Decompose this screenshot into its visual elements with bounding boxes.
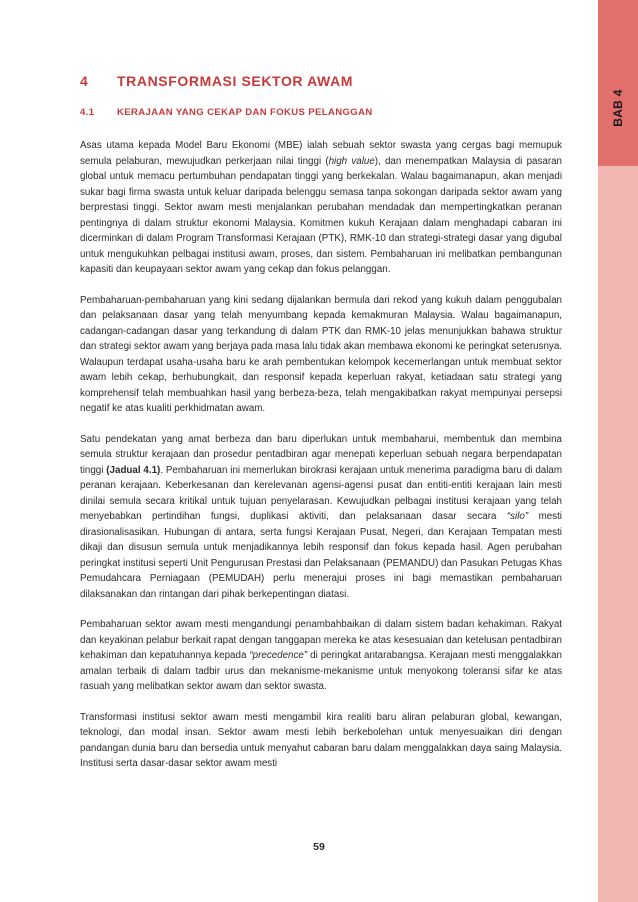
text-run: Pembaharuan sektor awam mesti mengandungi penambahbaikan di dalam sistem badan kehakiman. Rakyat dan keyakinan pelabur berkait rapat dengan tanggapan mereka ke atas kesesuaian dan ketelusan pentadbiran kehakiman dan kepatuhannya kepada [80, 619, 562, 661]
italic-text: “silo” [506, 511, 529, 522]
text-run: di peringkat antarabangsa. Kerajaan mesti menggalakkan amalan terbaik di dalam tadbir urus dan mekanisme-mekanisme untuk menyokong toleransi sifar ke atas rasuah yang melibatkan sektor awam dan sektor swasta. [80, 650, 562, 692]
chapter-tab-text: BAB 4 [611, 89, 626, 127]
text-run: ), dan menempatkan Malaysia di pasaran global untuk memacu pertumbuhan pendapatan tinggi yang berkekalan. Walau bagaimanapun, akan menjadi sukar bagi firma swasta untuk keluar daripada belenggu semasa tanpa sokongan daripada sektor awam yang berprestasi tinggi. Sektor awam mesti menjalankan perubahan mendadak dan mempertingkatkan peranan pentingnya di dalam struktur ekonomi Malaysia. Komitmen kukuh Kerajaan dalam menghadapi cabaran ini dicerminkan di dalam Program Transformasi Kerajaan (PTK), RMK-10 dan strategi-strategi dasar yang digubal untuk mengukuhkan pelbagai institusi awam, proses, dan sistem. Pembaharuan ini melibatkan pembangunan kapasiti dan keupayaan sektor awam yang cekap dan fokus pelanggan. [80, 155, 562, 275]
section-title: TRANSFORMASI SEKTOR AWAM [117, 73, 354, 89]
paragraph [80, 710, 562, 772]
subsection-title: KERAJAAN YANG CEKAP DAN FOKUS PELANGGAN [117, 107, 373, 118]
chapter-tab-band [598, 166, 638, 902]
text-run: mesti dirasionalisasikan. Hubungan di antara, serta fungsi Kerajaan Pusat, Negeri, dan Kerajaan Tempatan mesti dikaji dan disusun semula untuk menjadikannya lebih responsif dan fokus kepada hasil. Agen perubahan peringkat institusi seperti Unit Pengurusan Prestasi dan Pelaksanaan (PEMANDU) dan Pasukan Petugas Khas Pemudahcara Perniagaan (PEMUDAH) perlu menerajui proses ini bagi memastikan pembaharuan dilaksanakan dan rintangan dari pihak berkepentingan diatasi. [80, 511, 562, 600]
subsection-number: 4.1 [80, 107, 95, 118]
text-run: Satu pendekatan yang amat berbeza dan baru diperlukan untuk membaharui, membentuk dan membina semula struktur kerajaan dan prosedur pentadbiran agar menepati keperluan sebuah negara berpendapatan tinggi [80, 433, 562, 476]
chapter-tab-label [604, 78, 632, 138]
text-run: . Pembaharuan ini memerlukan birokrasi kerajaan untuk menerima paradigma baru di dalam peranan kerajaan. Keberkesanan dan kerelevanan agensi-agensi pusat dan entiti-entiti kerajaan lain mesti dinilai semula secara kritikal untuk tujuan penyelarasan. Kewujudkan pelbagai institusi kerajaan yang telah menyebabkan pertindihan fungsi, duplikasi aktiviti, dan pelaksanaan dasar secara [80, 464, 562, 522]
text-run: Asas utama kepada Model Baru Ekonomi (MBE) ialah sebuah sektor swasta yang cergas bagi memupuk semula pelaburan, mewujudkan perkerjaan nilai tinggi ( [80, 140, 562, 167]
paragraph [80, 138, 562, 278]
section-number: 4 [80, 73, 89, 89]
paragraph [80, 293, 562, 417]
italic-text: high value [328, 155, 375, 167]
section-heading [80, 73, 580, 89]
text-run: Transformasi institusi sektor awam mesti mengambil kira realiti baru aliran pelaburan global, kewangan, teknologi, dan modal insan. Sektor awam mesti lebih berkebolehan untuk menyesuaikan diri dengan pandangan dunia baru dan bersedia untuk menyahut cabaran baru dalam menggalakkan daya saing Malaysia. Institusi serta dasar-dasar sektor awam mesti [80, 711, 562, 769]
text-run: Pembaharuan-pembaharuan yang kini sedang dijalankan bermula dari rekod yang kukuh dalam penggubalan dan pelaksanaan dasar yang telah menyumbang kepada kemakmuran Malaysia. Walau bagaimanapun, cadangan-cadangan dasar yang terkandung di dalam PTK dan RMK-10 jelas menunjukkan bahawa struktur dan strategi sektor awam yang berjaya pada masa lalu tidak akan membawa ekonomi ke peringkat seterusnya. Walaupun terdapat usaha-usaha baru ke arah pembentukan kelompok kecemerlangan untuk membuat sektor awam lebih cekap, berhubungkait, dan responsif kepada keperluan rakyat, ketiadaan satu strategi yang komprehensif telah membuahkan hasil yang berbeza-beza, telah mengakibatkan rakyat mempunyai persepsi negatif ke atas kualiti perkhidmatan awam. [80, 294, 562, 414]
body-text [80, 138, 562, 772]
italic-text: “precedence” [249, 650, 308, 661]
paragraph [80, 617, 562, 695]
page-number: 59 [313, 841, 325, 853]
bold-text: (Jadual 4.1) [106, 464, 161, 476]
subsection-heading [80, 107, 580, 118]
paragraph [80, 432, 562, 603]
